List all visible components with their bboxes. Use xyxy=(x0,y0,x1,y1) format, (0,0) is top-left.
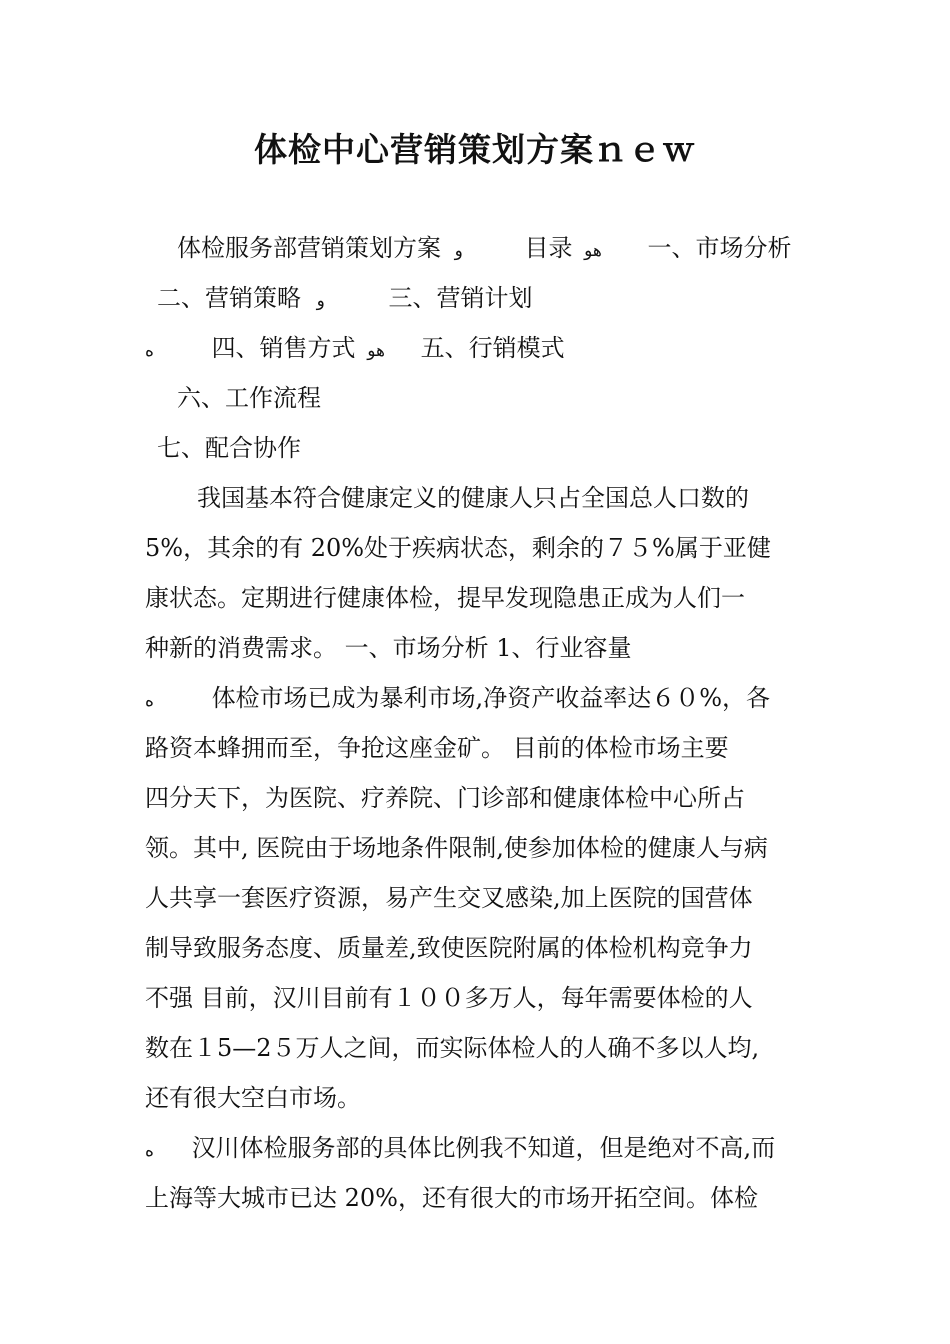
body-line: 康状态。定期进行健康体检，提早发现隐患正成为人们一 xyxy=(145,584,745,612)
toc-field-mark: و xyxy=(454,241,463,261)
body-line xyxy=(145,681,810,718)
toc-item-1: 一、市场分析 xyxy=(647,234,792,262)
toc-item-4: 四、销售方式 xyxy=(211,334,356,362)
body-line: 制导致服务态度、质量差,致使医院附属的体检机构竞争力 xyxy=(145,934,753,962)
toc-heading: 体检服务部营销策划方案 xyxy=(177,234,441,262)
toc-item-3: 三、营销计划 xyxy=(388,284,533,312)
body-line xyxy=(145,1131,810,1168)
body-line xyxy=(145,481,810,515)
toc-item-5: 五、行销模式 xyxy=(420,334,565,362)
toc-item-2: 二、营销策略 xyxy=(157,284,301,312)
toc-line-3 xyxy=(145,331,810,368)
toc-item-7: 七、配合协作 xyxy=(157,434,301,462)
body-line: 四分天下，为医院、疗养院、门诊部和健康体检中心所占 xyxy=(145,784,745,812)
body-line: 还有很大空白市场。 xyxy=(145,1084,361,1112)
body-line: 人共享一套医疗资源，易产生交叉感染,加上医院的国营体 xyxy=(145,884,753,912)
body-line: 数在１5—2５万人之间，而实际体检人的人确不多以人均, xyxy=(145,1034,760,1062)
toc-line-5 xyxy=(145,431,810,465)
toc-field-mark: هو xyxy=(584,241,602,261)
body-text: 我国基本符合健康定义的健康人只占全国总人口数的 xyxy=(197,484,749,512)
body-line: 不强 目前，汉川目前有１００多万人，每年需要体检的人 xyxy=(145,984,753,1012)
body-text: 汉川体检服务部的具体比例我不知道，但是绝对不高,而 xyxy=(191,1134,776,1162)
body-line: 路资本蜂拥而至，争抢这座金矿。 目前的体检市场主要 xyxy=(145,734,729,762)
toc-line-1 xyxy=(145,231,810,268)
toc-field-mark: هو xyxy=(367,341,385,361)
toc-field-mark: ه xyxy=(145,341,154,361)
toc-field-mark: و xyxy=(316,291,325,311)
paragraph-mark: ه xyxy=(145,1141,154,1161)
toc-line-4 xyxy=(145,381,810,415)
body-line: 5%，其余的有 20%处于疾病状态，剩余的７５%属于亚健 xyxy=(145,534,771,562)
toc-line-2 xyxy=(145,281,810,318)
toc-item-6: 六、工作流程 xyxy=(177,384,321,412)
document-title: 体检中心营销策划方案ｎｅｗ xyxy=(254,130,696,169)
paragraph-mark: ه xyxy=(145,691,154,711)
body-text: 体检市场已成为暴利市场,净资产收益率达６０%，各 xyxy=(211,684,770,712)
body-line: 上海等大城市已达 20%，还有很大的市场开拓空间。体检 xyxy=(145,1184,758,1212)
toc-mulu: 目录 xyxy=(524,234,573,262)
body-line: 种新的消费需求。 一、市场分析 1、行业容量 xyxy=(145,634,632,662)
body-line: 领。其中, 医院由于场地条件限制,使参加体检的健康人与病 xyxy=(145,834,768,862)
